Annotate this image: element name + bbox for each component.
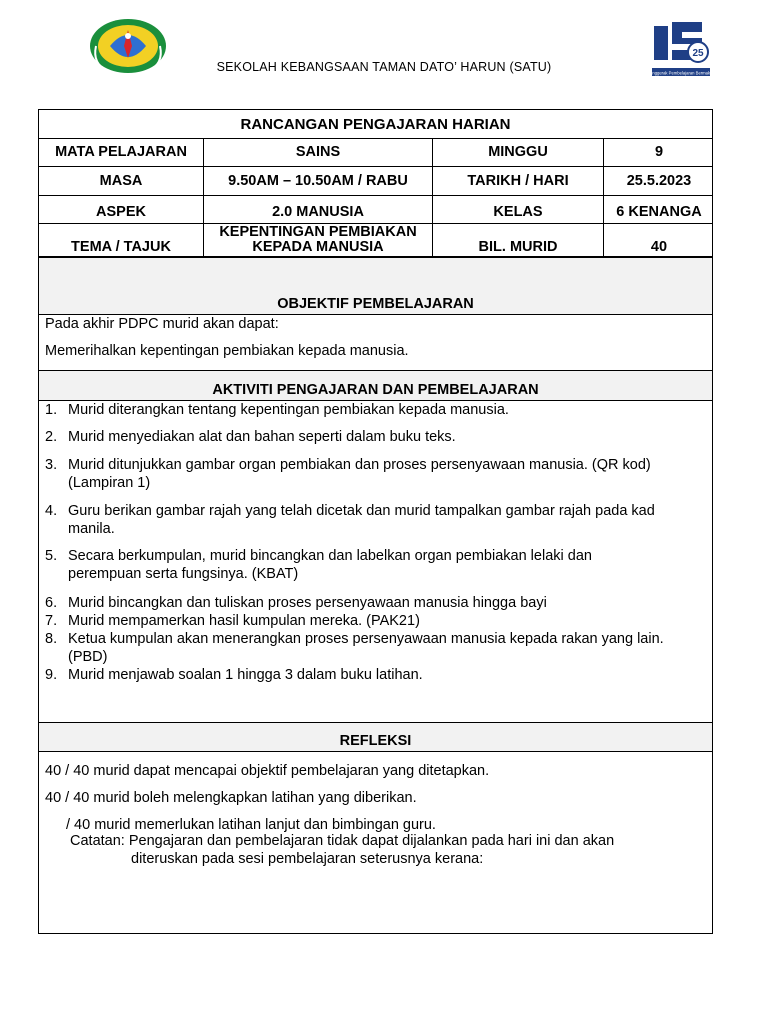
activity-item [45,502,706,538]
label-subject: MATA PELAJARAN [55,143,187,160]
value-date: 25.5.2023 [626,172,692,189]
label-theme: TEMA / TAJUK [71,238,171,255]
reflection-heading: REFLEKSI [339,733,412,749]
reflection-line-2: 40 / 40 murid boleh melengkapkan latihan yang diberikan. [45,790,417,806]
activity-item [45,547,706,583]
label-aspect: ASPEK [96,203,146,220]
activity-number: 2. [45,429,58,445]
label-class: KELAS [493,203,543,220]
document-title: RANCANGAN PENGAJARAN HARIAN [240,115,511,133]
activity-number: 6. [45,595,58,611]
reflection-line-1: 40 / 40 murid dapat mencapai objektif pembelajaran yang ditetapkan. [45,763,490,779]
activity-text-continued: manila. [68,521,115,537]
reflection-note-2: diteruskan pada sesi pembelajaran seterusnya kerana: [131,851,484,867]
activity-text: Murid ditunjukkan gambar organ pembiakan dan proses persenyawaan manusia. (QR kod) [68,457,651,473]
value-student-count: 40 [650,238,668,255]
value-theme-line1: KEPENTINGAN PEMBIAKAN [219,223,417,240]
anniversary-logo [650,16,712,80]
value-aspect: 2.0 MANUSIA [272,203,364,220]
label-time: MASA [99,172,143,189]
activity-text: Secara berkumpulan, murid bincangkan dan labelkan organ pembiakan lelaki dan [68,548,592,564]
activity-item [45,612,706,630]
activity-item [45,428,706,446]
school-name: SEKOLAH KEBANGSAAN TAMAN DATO’ HARUN (SATU) [216,60,552,74]
activity-number: 4. [45,503,58,519]
activity-text: Murid menyediakan alat dan bahan seperti dalam buku teks. [68,429,456,445]
activity-text: Guru berikan gambar rajah yang telah dicetak dan murid tampalkan gambar rajah pada kad [68,503,655,519]
activity-text: Murid bincangkan dan tuliskan proses persenyawaan manusia hingga bayi [68,595,547,611]
activity-number: 9. [45,667,58,683]
activity-text: Murid menjawab soalan 1 hingga 3 dalam buku latihan. [68,667,423,683]
value-week: 9 [654,143,664,160]
activity-text: Murid diterangkan tentang kepentingan pembiakan kepada manusia. [68,402,509,418]
objective-text: Memerihalkan kepentingan pembiakan kepada manusia. [45,343,409,359]
activity-heading: AKTIVITI PENGAJARAN DAN PEMBELAJARAN [212,382,539,398]
activity-text-continued: (Lampiran 1) [68,475,151,491]
activity-number: 8. [45,631,58,647]
activity-item [45,666,706,684]
label-student-count: BIL. MURID [478,238,558,255]
activity-item [45,456,706,492]
lesson-plan-table [38,109,713,934]
activity-number: 3. [45,457,58,473]
activity-item [45,630,706,666]
label-date: TARIKH / HARI [467,172,569,189]
activity-item [45,594,706,612]
activity-item [45,401,706,419]
svg-text:25: 25 [692,48,704,59]
objective-heading: OBJEKTIF PEMBELAJARAN [277,296,474,312]
value-subject: SAINS [295,143,341,160]
activity-text: Murid mempamerkan hasil kumpulan mereka. (PAK21) [68,613,420,629]
value-time: 9.50AM – 10.50AM / RABU [228,172,408,189]
value-theme-line2: KEPADA MANUSIA [252,238,384,255]
svg-text:Penggerak Pembelajaran Bermakn: Penggerak Pembelajaran Bermakna [650,70,712,76]
objective-intro: Pada akhir PDPC murid akan dapat: [45,316,279,332]
reflection-line-3: / 40 murid memerlukan latihan lanjut dan bimbingan guru. [66,817,436,833]
label-week: MINGGU [488,143,548,160]
activity-text: Ketua kumpulan akan menerangkan proses persenyawaan manusia kepada rakan yang lain. [68,631,664,647]
activity-text-continued: (PBD) [68,649,108,665]
value-theme [204,223,432,256]
activity-number: 7. [45,613,58,629]
activity-text-continued: perempuan serta fungsinya. (KBAT) [68,566,299,582]
value-class: 6 KENANGA [616,203,702,220]
activity-number: 5. [45,548,58,564]
reflection-note-1: Catatan: Pengajaran dan pembelajaran tidak dapat dijalankan pada hari ini dan akan [70,833,615,849]
activity-number: 1. [45,402,58,418]
